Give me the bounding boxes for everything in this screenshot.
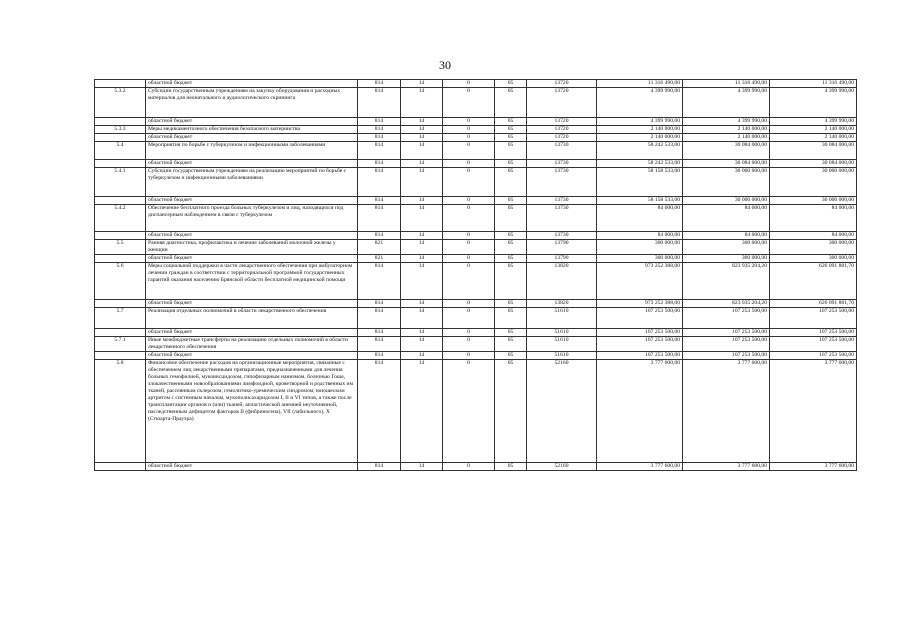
amount-year-2: 3 777 600,00 (683, 463, 770, 471)
row-number (95, 352, 146, 360)
row-number: 5.6 (95, 263, 146, 300)
code-subsection: 0 (443, 88, 495, 118)
table-row (95, 88, 857, 118)
code-ministry: 814 (358, 232, 401, 240)
code-ministry: 814 (358, 329, 401, 337)
row-number (95, 255, 146, 263)
table-row (95, 134, 857, 142)
code-ministry: 821 (358, 255, 401, 263)
code-ministry: 821 (358, 240, 401, 255)
amount-year-2: 11 316 490,00 (683, 80, 770, 88)
row-number: 5.8 (95, 360, 146, 463)
code-subsection: 0 (443, 205, 495, 232)
amount-year-2: 107 253 500,00 (683, 337, 770, 352)
amount-year-3: 4 399 990,00 (770, 88, 857, 118)
amount-year-2: 823 935 204,20 (683, 300, 770, 308)
code-subsection: 0 (443, 360, 495, 463)
code-program: 05 (495, 463, 527, 471)
row-description: областной бюджет (146, 232, 358, 240)
code-ministry: 814 (358, 360, 401, 463)
amount-year-3: 4 399 990,00 (770, 118, 857, 126)
row-description: областной бюджет (146, 197, 358, 205)
amount-year-2: 4 399 990,00 (683, 118, 770, 126)
code-section: 14 (401, 160, 443, 168)
code-ministry: 814 (358, 142, 401, 160)
amount-year-3: 107 253 500,00 (770, 337, 857, 352)
code-section: 14 (401, 197, 443, 205)
row-number: 5.3.3 (95, 126, 146, 134)
code-ministry: 814 (358, 88, 401, 118)
amount-year-3: 30 084 000,00 (770, 160, 857, 168)
row-number: 5.7 (95, 308, 146, 329)
code-program: 05 (495, 126, 527, 134)
amount-year-1: 107 253 500,00 (597, 337, 683, 352)
code-direction: 13820 (527, 300, 597, 308)
code-subsection: 0 (443, 168, 495, 197)
page-number: 30 (439, 58, 451, 72)
row-description: областной бюджет (146, 352, 358, 360)
code-section: 14 (401, 263, 443, 300)
amount-year-1: 2 140 000,00 (597, 134, 683, 142)
code-direction: 13720 (527, 88, 597, 118)
row-description: областной бюджет (146, 80, 358, 88)
code-program: 05 (495, 205, 527, 232)
row-number: 5.5 (95, 240, 146, 255)
code-section: 14 (401, 360, 443, 463)
code-direction: 13730 (527, 197, 597, 205)
row-description: областной бюджет (146, 160, 358, 168)
code-section: 14 (401, 80, 443, 88)
code-subsection: 0 (443, 134, 495, 142)
budget-table (94, 79, 857, 471)
amount-year-2: 84 000,00 (683, 232, 770, 240)
amount-year-2: 3 777 600,00 (683, 360, 770, 463)
code-program: 05 (495, 168, 527, 197)
amount-year-3: 84 000,00 (770, 232, 857, 240)
row-number (95, 80, 146, 88)
amount-year-3: 30 000 000,00 (770, 197, 857, 205)
row-description: областной бюджет (146, 255, 358, 263)
amount-year-3: 107 253 500,00 (770, 352, 857, 360)
row-number (95, 197, 146, 205)
amount-year-2: 30 000 000,00 (683, 168, 770, 197)
amount-year-1: 2 140 000,00 (597, 126, 683, 134)
amount-year-3: 2 140 000,00 (770, 126, 857, 134)
code-subsection: 0 (443, 160, 495, 168)
code-subsection: 0 (443, 337, 495, 352)
table-row (95, 160, 857, 168)
code-program: 05 (495, 88, 527, 118)
amount-year-2: 84 000,00 (683, 205, 770, 232)
row-description: Субсидии государственным учреждениям на закупку оборудования и расходных материалов для неонатального и аудиологического скрининга (146, 88, 358, 118)
amount-year-3: 2 140 000,00 (770, 134, 857, 142)
code-section: 14 (401, 352, 443, 360)
amount-year-2: 107 253 500,00 (683, 352, 770, 360)
code-section: 14 (401, 134, 443, 142)
code-ministry: 814 (358, 352, 401, 360)
code-subsection: 0 (443, 80, 495, 88)
code-direction: 13720 (527, 118, 597, 126)
code-ministry: 814 (358, 80, 401, 88)
amount-year-1: 84 000,00 (597, 205, 683, 232)
code-section: 14 (401, 168, 443, 197)
amount-year-3: 626 091 881,70 (770, 263, 857, 300)
code-direction: 13730 (527, 205, 597, 232)
table-row (95, 126, 857, 134)
amount-year-1: 107 253 500,00 (597, 308, 683, 329)
table-row (95, 308, 857, 329)
amount-year-1: 107 253 500,00 (597, 352, 683, 360)
code-section: 14 (401, 329, 443, 337)
row-description: областной бюджет (146, 300, 358, 308)
row-description: областной бюджет (146, 463, 358, 471)
row-number (95, 232, 146, 240)
table-row (95, 232, 857, 240)
code-direction: 13730 (527, 232, 597, 240)
amount-year-2: 300 000,00 (683, 240, 770, 255)
row-number (95, 300, 146, 308)
code-ministry: 814 (358, 197, 401, 205)
amount-year-2: 2 140 000,00 (683, 134, 770, 142)
table-body (95, 80, 857, 471)
amount-year-2: 2 140 000,00 (683, 126, 770, 134)
code-program: 05 (495, 118, 527, 126)
code-subsection: 0 (443, 263, 495, 300)
table-row (95, 352, 857, 360)
amount-year-2: 30 000 000,00 (683, 197, 770, 205)
row-description: областной бюджет (146, 134, 358, 142)
amount-year-1: 107 253 500,00 (597, 329, 683, 337)
amount-year-3: 84 000,00 (770, 205, 857, 232)
row-number (95, 160, 146, 168)
code-ministry: 814 (358, 160, 401, 168)
code-section: 14 (401, 308, 443, 329)
table-row (95, 80, 857, 88)
amount-year-3: 107 253 500,00 (770, 329, 857, 337)
amount-year-1: 3 777 600,00 (597, 463, 683, 471)
code-program: 05 (495, 329, 527, 337)
code-subsection: 0 (443, 142, 495, 160)
row-number: 5.4.2 (95, 205, 146, 232)
table-row (95, 205, 857, 232)
code-section: 14 (401, 255, 443, 263)
code-direction: 51610 (527, 308, 597, 329)
table-row (95, 142, 857, 160)
code-direction: 51610 (527, 337, 597, 352)
row-number (95, 463, 146, 471)
amount-year-3: 300 000,00 (770, 240, 857, 255)
row-number (95, 118, 146, 126)
code-program: 05 (495, 240, 527, 255)
row-description: Финансовое обеспечение расходов на организационные мероприятия, связанные с обеспечением лиц лекарственными препаратами, предназначенными для лечения больных гемофилией, муковисцидозом, гипофизарным нанизмом, болезнью Гоше, злокачественными новообразованиями лимфоидной, кроветворной и родственных им тканей, рассеянным склерозом, гемолитико-уремическим синдромом, юношеским артритом с системным началом, мукополисахаридозом I, II и VI типов, а также после трансплантации органов и (или) тканей, апластической анемией неуточненной, наследственным дефицитом факторов II (фибриногена), VII (лабильного), X (Стюарта-Прауэра) (146, 360, 358, 463)
code-subsection: 0 (443, 197, 495, 205)
code-ministry: 814 (358, 118, 401, 126)
amount-year-3: 3 777 600,00 (770, 463, 857, 471)
code-section: 14 (401, 126, 443, 134)
amount-year-1: 11 316 490,00 (597, 80, 683, 88)
code-section: 14 (401, 463, 443, 471)
row-number: 5.4.1 (95, 168, 146, 197)
amount-year-1: 58 242 533,00 (597, 160, 683, 168)
row-number (95, 134, 146, 142)
code-subsection: 0 (443, 232, 495, 240)
amount-year-1: 300 000,00 (597, 240, 683, 255)
code-direction: 51610 (527, 329, 597, 337)
row-description: областной бюджет (146, 329, 358, 337)
row-description: Меры медикаментозного обеспечения безопасного материнства (146, 126, 358, 134)
table-row (95, 240, 857, 255)
code-ministry: 814 (358, 300, 401, 308)
code-ministry: 814 (358, 134, 401, 142)
code-subsection: 0 (443, 300, 495, 308)
code-direction: 13720 (527, 126, 597, 134)
row-number: 5.3.2 (95, 88, 146, 118)
table-row (95, 360, 857, 463)
code-direction: 13790 (527, 240, 597, 255)
amount-year-3: 3 777 600,00 (770, 360, 857, 463)
row-description: Мероприятия по борьбе с туберкулезом и инфекционными заболеваниями (146, 142, 358, 160)
code-subsection: 0 (443, 240, 495, 255)
code-ministry: 814 (358, 168, 401, 197)
amount-year-3: 30 000 000,00 (770, 168, 857, 197)
code-subsection: 0 (443, 463, 495, 471)
amount-year-2: 300 000,00 (683, 255, 770, 263)
amount-year-1: 58 158 533,00 (597, 197, 683, 205)
code-program: 05 (495, 337, 527, 352)
row-description: Субсидии государственным учреждениям на реализацию мероприятий по борьбе с туберкулезом и инфекционными заболеваниями (146, 168, 358, 197)
amount-year-1: 3 777 600,00 (597, 360, 683, 463)
amount-year-2: 107 253 500,00 (683, 329, 770, 337)
amount-year-3: 300 000,00 (770, 255, 857, 263)
code-direction: 13720 (527, 134, 597, 142)
code-subsection: 0 (443, 352, 495, 360)
row-number: 5.4 (95, 142, 146, 160)
amount-year-2: 107 253 500,00 (683, 308, 770, 329)
code-subsection: 0 (443, 308, 495, 329)
code-section: 14 (401, 240, 443, 255)
code-section: 14 (401, 88, 443, 118)
amount-year-3: 30 084 000,00 (770, 142, 857, 160)
amount-year-2: 823 935 204,20 (683, 263, 770, 300)
row-description: Меры социальной поддержки в части лекарственного обеспечения при амбулаторном лечении граждан в соответствии с территориальной программой государственных гарантий оказания населению Брянской области бесплатной медицинской помощи (146, 263, 358, 300)
row-description: Реализация отдельных полномочий в области лекарственного обеспечения (146, 308, 358, 329)
row-number (95, 329, 146, 337)
code-direction: 13730 (527, 168, 597, 197)
row-description: Обеспечение бесплатного проезда больных туберкулезом и лиц, находящихся под диспансерным наблюдением в связи с туберкулезом (146, 205, 358, 232)
amount-year-3: 626 091 881,70 (770, 300, 857, 308)
code-program: 05 (495, 142, 527, 160)
row-number: 5.7.1 (95, 337, 146, 352)
code-direction: 13720 (527, 80, 597, 88)
code-section: 14 (401, 232, 443, 240)
code-ministry: 814 (358, 308, 401, 329)
table-row (95, 118, 857, 126)
row-description: Иные межбюджетные трансферты на реализацию отдельных полномочий в области лекарственного обеспечения (146, 337, 358, 352)
amount-year-2: 4 399 990,00 (683, 88, 770, 118)
code-direction: 52160 (527, 360, 597, 463)
table-row (95, 168, 857, 197)
code-subsection: 0 (443, 329, 495, 337)
code-direction: 13790 (527, 255, 597, 263)
code-subsection: 0 (443, 126, 495, 134)
amount-year-2: 30 084 000,00 (683, 160, 770, 168)
row-description: Ранняя диагностика, профилактика и лечение заболеваний молочной железы у женщин (146, 240, 358, 255)
amount-year-3: 107 253 500,00 (770, 308, 857, 329)
amount-year-1: 4 399 990,00 (597, 118, 683, 126)
code-section: 14 (401, 300, 443, 308)
code-program: 05 (495, 300, 527, 308)
code-ministry: 814 (358, 205, 401, 232)
table-row (95, 300, 857, 308)
code-program: 05 (495, 134, 527, 142)
code-section: 14 (401, 118, 443, 126)
code-section: 14 (401, 142, 443, 160)
code-direction: 52160 (527, 463, 597, 471)
code-program: 05 (495, 308, 527, 329)
code-program: 05 (495, 80, 527, 88)
code-direction: 13730 (527, 142, 597, 160)
amount-year-2: 30 084 000,00 (683, 142, 770, 160)
code-direction: 13730 (527, 160, 597, 168)
amount-year-1: 4 399 990,00 (597, 88, 683, 118)
amount-year-1: 973 252 388,00 (597, 263, 683, 300)
code-program: 05 (495, 360, 527, 463)
row-description: областной бюджет (146, 118, 358, 126)
code-subsection: 0 (443, 118, 495, 126)
table-row (95, 255, 857, 263)
code-ministry: 814 (358, 337, 401, 352)
code-program: 05 (495, 160, 527, 168)
code-direction: 51610 (527, 352, 597, 360)
code-section: 14 (401, 337, 443, 352)
table-row (95, 329, 857, 337)
code-program: 05 (495, 232, 527, 240)
code-ministry: 814 (358, 263, 401, 300)
table-row (95, 263, 857, 300)
amount-year-1: 58 242 533,00 (597, 142, 683, 160)
table-row (95, 463, 857, 471)
code-subsection: 0 (443, 255, 495, 263)
amount-year-1: 84 000,00 (597, 232, 683, 240)
amount-year-3: 11 316 490,00 (770, 80, 857, 88)
table-row (95, 337, 857, 352)
amount-year-1: 58 158 533,00 (597, 168, 683, 197)
code-program: 05 (495, 197, 527, 205)
code-ministry: 814 (358, 463, 401, 471)
code-program: 05 (495, 352, 527, 360)
code-program: 05 (495, 255, 527, 263)
code-ministry: 814 (358, 126, 401, 134)
table-row (95, 197, 857, 205)
amount-year-1: 973 252 388,00 (597, 300, 683, 308)
code-direction: 13820 (527, 263, 597, 300)
code-section: 14 (401, 205, 443, 232)
code-program: 05 (495, 263, 527, 300)
amount-year-1: 300 000,00 (597, 255, 683, 263)
